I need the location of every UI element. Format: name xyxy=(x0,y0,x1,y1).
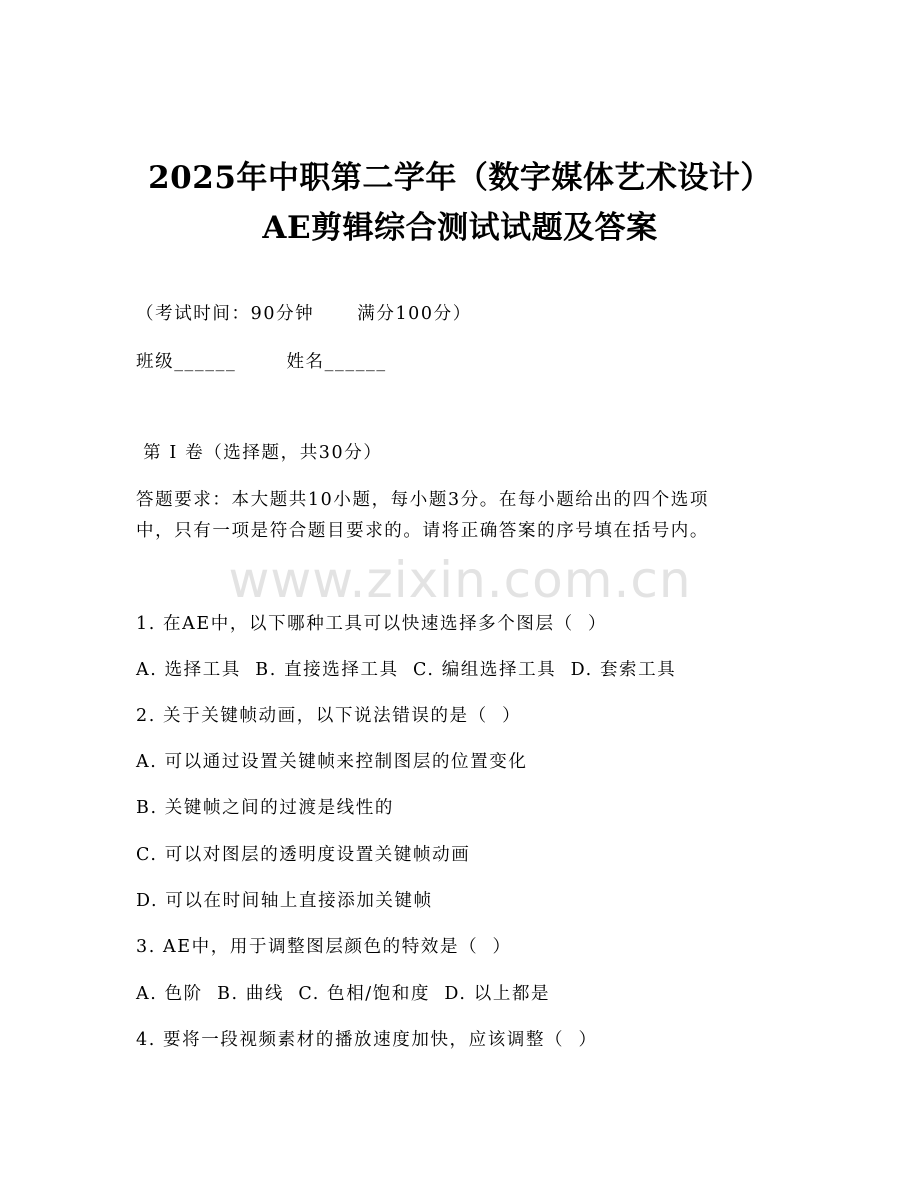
instructions-line-2: 中，只有一项是符合题目要求的。请将正确答案的序号填在括号内。 xyxy=(136,521,709,541)
question-2-option-d: D. 可以在时间轴上直接添加关键帧 xyxy=(136,891,433,911)
question-2-stem: 2. 关于关键帧动画，以下说法错误的是（ ） xyxy=(136,706,522,726)
watermark: www.zixin.com.cn xyxy=(228,551,692,609)
question-2-option-a: A. 可以通过设置关键帧来控制图层的位置变化 xyxy=(136,752,528,772)
question-1-stem: 1. 在AE中，以下哪种工具可以快速选择多个图层（ ） xyxy=(136,614,608,634)
question-1-options: A. 选择工具 B. 直接选择工具 C. 编组选择工具 D. 套索工具 xyxy=(136,660,677,680)
student-info: 班级______ 姓名______ xyxy=(136,352,387,372)
document-title-line-2: AE剪辑综合测试试题及答案 xyxy=(262,210,658,246)
question-4-stem: 4. 要将一段视频素材的播放速度加快，应该调整（ ） xyxy=(136,1030,598,1050)
question-3-stem: 3. AE中，用于调整图层颜色的特效是（ ） xyxy=(136,937,512,957)
question-2-option-b: B. 关键帧之间的过渡是线性的 xyxy=(136,798,394,818)
exam-info: （考试时间：90分钟 满分100分） xyxy=(136,304,472,324)
document-title-line-1: 2025年中职第二学年（数字媒体艺术设计） xyxy=(148,160,772,196)
question-2-option-c: C. 可以对图层的透明度设置关键帧动画 xyxy=(136,845,471,865)
instructions-line-1: 答题要求：本大题共10小题，每小题3分。在每小题给出的四个选项 xyxy=(136,490,709,510)
section-heading: 第 I 卷（选择题，共30分） xyxy=(136,443,383,463)
question-3-options: A. 色阶 B. 曲线 C. 色相/饱和度 D. 以上都是 xyxy=(136,984,551,1004)
